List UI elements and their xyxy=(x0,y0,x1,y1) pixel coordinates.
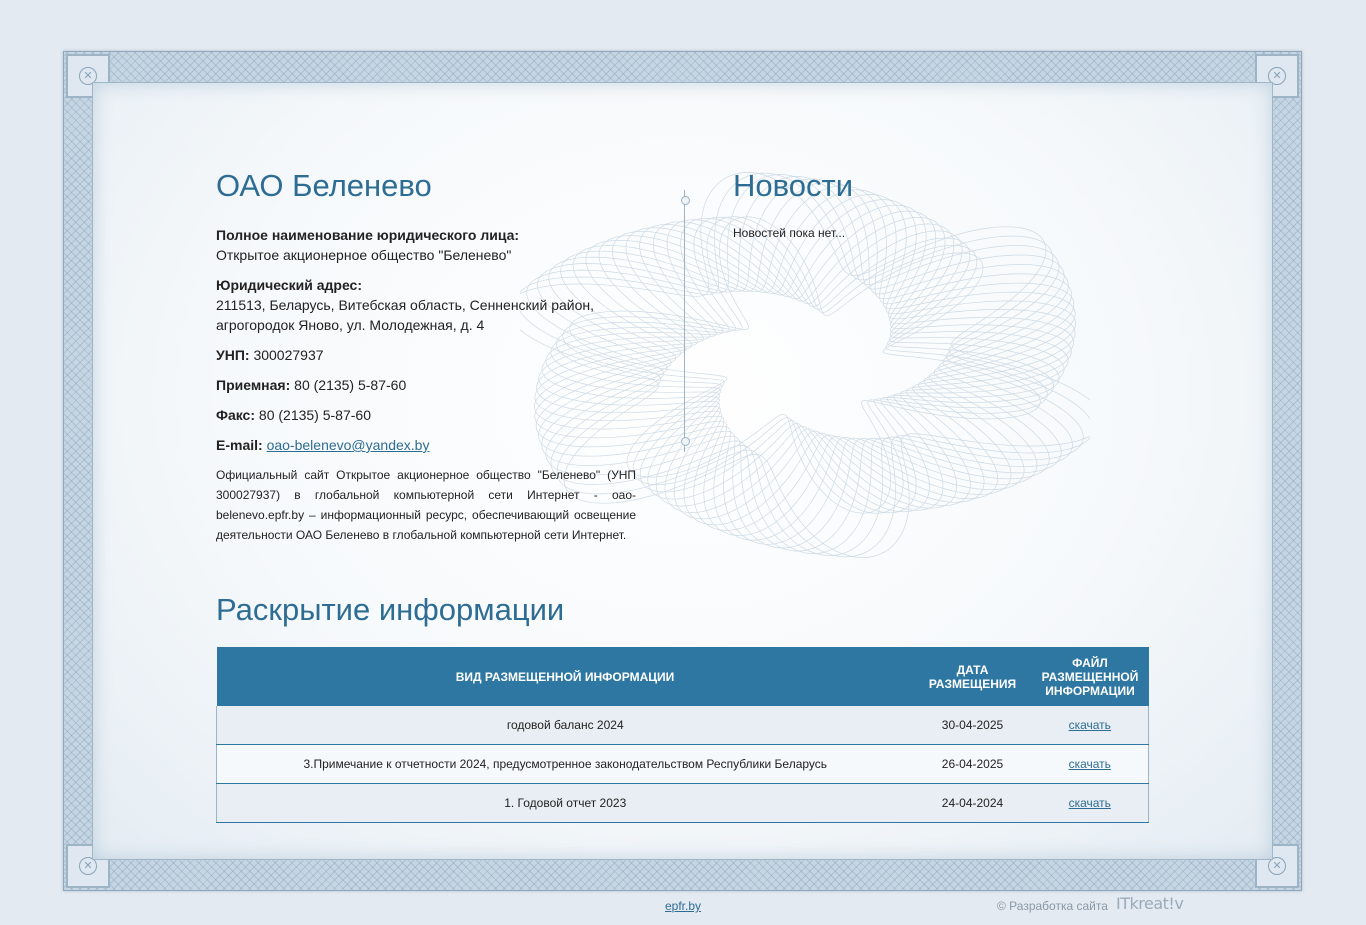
column-divider xyxy=(684,190,685,452)
reception-label: Приемная: xyxy=(216,377,291,393)
row-file-cell xyxy=(1032,706,1149,745)
row-date: 30-04-2025 xyxy=(914,706,1032,745)
address-block xyxy=(216,275,636,335)
company-title: ОАО Беленево xyxy=(216,168,432,203)
fax-value: 80 (2135) 5-87-60 xyxy=(258,407,371,423)
row-file-cell xyxy=(1032,745,1149,784)
download-link[interactable]: скачать xyxy=(1068,718,1111,732)
email-block xyxy=(216,435,636,455)
fax-block xyxy=(216,405,636,425)
email-label: E-mail: xyxy=(216,437,263,453)
fax-label: Факс: xyxy=(216,407,256,423)
row-type: 3.Примечание к отчетности 2024, предусмотренное законодательством Республики Беларусь xyxy=(217,745,914,784)
table-row xyxy=(217,706,1149,745)
full-name-value: Открытое акционерное общество "Беленево" xyxy=(216,247,512,263)
row-date: 26-04-2025 xyxy=(914,745,1032,784)
company-info xyxy=(216,225,636,555)
address-value: 211513, Беларусь, Витебская область, Сенненский район, агрогородок Яново, ул. Молодежная, д. 4 xyxy=(216,297,595,333)
row-file-cell xyxy=(1032,784,1149,823)
news-title: Новости xyxy=(733,168,854,203)
column-header-file: ФАЙЛ РАЗМЕЩЕННОЙ ИНФОРМАЦИИ xyxy=(1032,647,1149,706)
full-name-label: Полное наименование юридического лица: xyxy=(216,227,520,243)
row-date: 24-04-2024 xyxy=(914,784,1032,823)
column-header-type: ВИД РАЗМЕЩЕННОЙ ИНФОРМАЦИИ xyxy=(217,647,914,706)
table-row xyxy=(217,745,1149,784)
table-row xyxy=(217,784,1149,823)
download-link[interactable]: скачать xyxy=(1068,796,1111,810)
corner-ornament-icon: ✕ xyxy=(66,54,110,98)
address-label: Юридический адрес: xyxy=(216,277,362,293)
disclosure-title: Раскрытие информации xyxy=(216,592,565,627)
table-header-row xyxy=(217,647,1149,706)
column-header-date: ДАТА РАЗМЕЩЕНИЯ xyxy=(914,647,1032,706)
full-name-block xyxy=(216,225,636,265)
corner-ornament-icon: ✕ xyxy=(66,844,110,888)
reception-block xyxy=(216,375,636,395)
site-description: Официальный сайт Открытое акционерное общество "Беленево" (УНП 300027937) в глобальной компьютерной сети Интернет - oao-belenevo.epfr.by – информационный ресурс, обеспечивающий освещение деятельности ОАО Беленево в глобальной компьютерной сети Интернет. xyxy=(216,468,636,542)
row-type: 1. Годовой отчет 2023 xyxy=(217,784,914,823)
corner-ornament-icon: ✕ xyxy=(1255,54,1299,98)
developer-logo[interactable]: ITkreat!v xyxy=(1116,894,1184,913)
email-link[interactable]: oao-belenevo@yandex.by xyxy=(266,437,430,453)
unp-label: УНП: xyxy=(216,347,250,363)
unp-value: 300027937 xyxy=(253,347,324,363)
unp-block xyxy=(216,345,636,365)
row-type: годовой баланс 2024 xyxy=(217,706,914,745)
download-link[interactable]: скачать xyxy=(1068,757,1111,771)
news-empty-text: Новостей пока нет... xyxy=(733,226,846,240)
corner-ornament-icon: ✕ xyxy=(1255,844,1299,888)
developer-credit: © Разработка сайта xyxy=(997,899,1108,913)
footer-epfr-link[interactable]: epfr.by xyxy=(665,899,702,913)
reception-value: 80 (2135) 5-87-60 xyxy=(294,377,407,393)
disclosure-table xyxy=(216,647,1149,823)
